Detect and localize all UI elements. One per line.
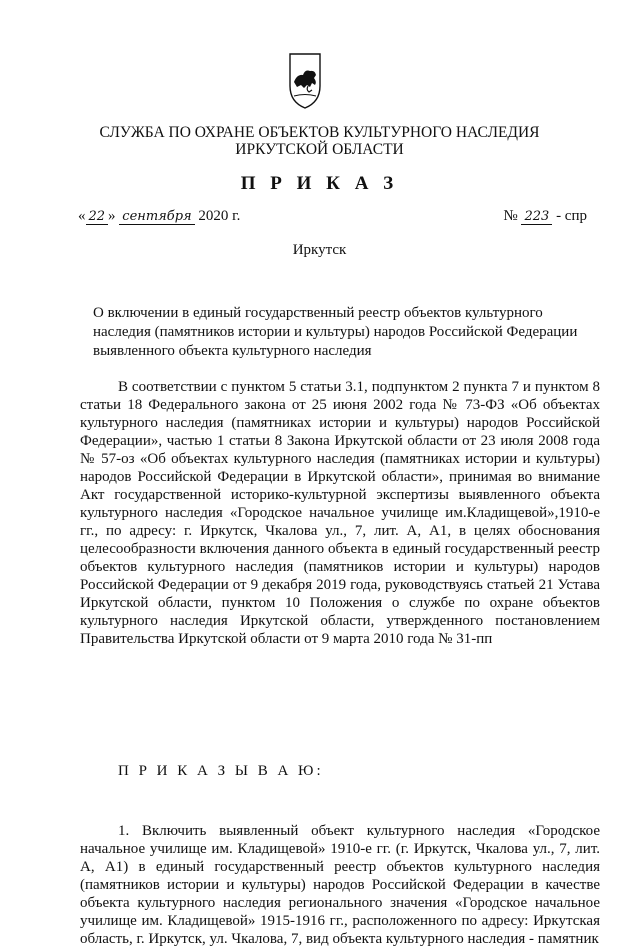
coat-of-arms-icon	[288, 52, 322, 110]
preamble-paragraph: В соответствии с пунктом 5 статьи 3.1, подпунктом 2 пункта 7 и пунктом 8 статьи 18 Федерального закона от 25 июня 2002 года № 73-ФЗ «Об объектах культурного наследия (памятниках истории и культуры) народов Российской Федерации», частью 1 статьи 8 Закона Иркутской области от 23 июля 2008 года № 57-оз «Об объектах культурного наследия (памятниках истории и культуры) народов Российской Федерации в Иркутской области», принимая во внимание Акт государственной историко-культурной экспертизы выявленного объекта культурного наследия «Городское начальное училище им.Кладищевой»,1910-е гг., по адресу: г. Иркутск, Чкалова ул., 7, лит. А, А1, в целях обоснования целесообразности включения данного объекта в единый государственный реестр объектов культурного наследия (памятников истории и культуры) народов Российской Федерации от 9 декабря 2019 года, руководствуясь статьей 21 Устава Иркутской области, пунктом 10 Положения о службе по охране объектов культурного наследия Иркутской области, утвержденного постановлением Правительства Иркутской области от 9 марта 2010 года № 31-пп	[80, 379, 600, 647]
number-suffix: - спр	[552, 208, 587, 224]
date-open-quote: «	[78, 208, 86, 224]
document-date	[78, 208, 240, 225]
city-name: Иркутск	[292, 242, 347, 258]
date-year: 2020 г.	[194, 208, 241, 224]
date-close-quote: »	[108, 208, 116, 224]
date-month-handwritten: сентября	[119, 209, 194, 225]
order-item-1: 1. Включить выявленный объект культурного наследия «Городское начальное училище им. Кладищевой» 1910-е гг. (г. Иркутск, Чкалова ул., 7, лит. А, А1) в единый государственный реестр объектов культурного наследия (памятников истории и культуры) народов Российской Федерации в качестве объекта культурного наследия регионального значения «Городское начальное училище им. Кладищевой» 1915-1916 гг., расположенного по адресу: Иркутская область, г. Иркутск, ул. Чкалова, 7, вид объекта культурного наследия - памятник	[80, 823, 600, 947]
organization-name-line1: СЛУЖБА ПО ОХРАНЕ ОБЪЕКТОВ КУЛЬТУРНОГО НАСЛЕДИЯ	[99, 124, 540, 141]
date-day-handwritten: 22	[86, 209, 109, 225]
document-number	[503, 208, 587, 225]
organization-name-line2: ИРКУТСКОЙ ОБЛАСТИ	[235, 141, 404, 158]
order-operative-word: П Р И К А З Ы В А Ю:	[118, 763, 324, 779]
order-subject: О включении в единый государственный реестр объектов культурного наследия (памятников истории и культуры) народов Российской Федерации выявленного объекта культурного наследия	[93, 305, 578, 359]
number-handwritten: 223	[521, 209, 552, 225]
number-prefix: №	[503, 208, 518, 224]
document-type-title: П Р И К А З	[240, 173, 399, 194]
